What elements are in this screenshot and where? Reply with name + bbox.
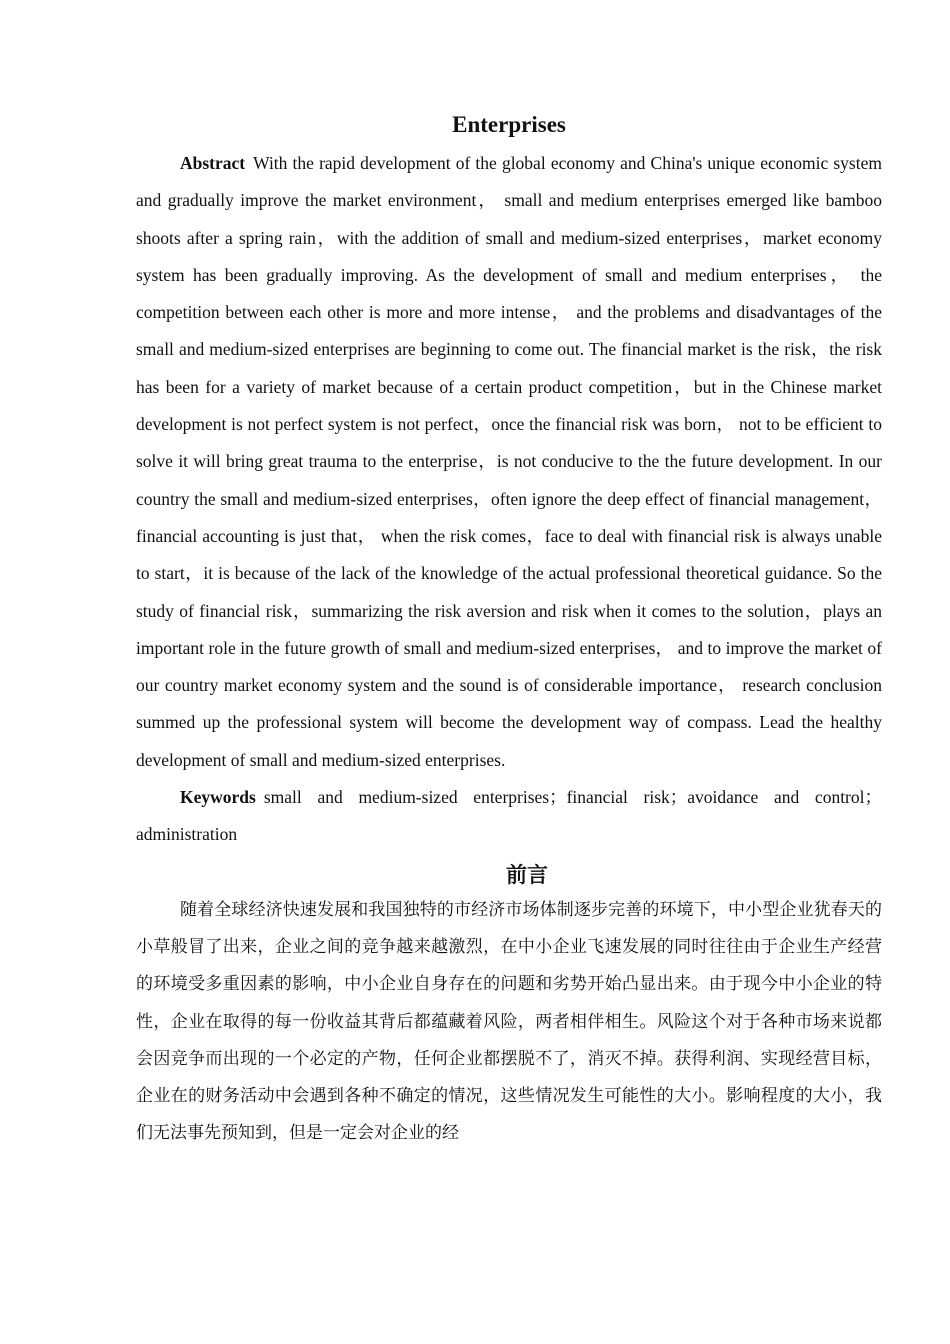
abstract-label: Abstract — [180, 153, 246, 173]
keywords-label: Keywords — [180, 787, 256, 808]
keywords-paragraph — [136, 779, 882, 854]
keywords-text: small and medium-sized enterprises；financial risk；avoidance and control；administration — [136, 787, 882, 845]
abstract-text: With the rapid development of the global economy and China's unique economic system and gradually improve the market environment， small and medium enterprises emerged like bamboo shoots after a spring rain，with the addition of small and medium-sized enterprises，market economy system has been gradually improving. As the development of small and medium enterprises， the competition between each other is more and more intense， and the problems and disadvantages of the small and medium-sized enterprises are beginning to come out. The financial market is the risk，the risk has been for a variety of market because of a certain product competition，but in the Chinese market development is not perfect system is not perfect，once the financial risk was born， not to be efficient to solve it will bring great trauma to the enterprise，is not conducive to the the future development. In our country the small and medium-sized enterprises，often ignore the deep effect of financial management，financial accounting is just that， when the risk comes，face to deal with financial risk is always unable to start，it is because of the lack of the knowledge of the actual professional theoretical guidance. So the study of financial risk，summarizing the risk aversion and risk when it comes to the solution，plays an important role in the future growth of small and medium-sized enterprises， and to improve the market of our country market economy system and the sound is of considerable importance， research conclusion summed up the professional system will become the development way of compass. Lead the healthy development of small and medium-sized enterprises. — [136, 153, 882, 770]
section-heading-preface: 前言 — [506, 862, 548, 887]
paper-title: Enterprises — [452, 112, 566, 137]
page-content — [136, 108, 882, 1152]
abstract-paragraph — [136, 145, 882, 779]
intro-paragraph: 随着全球经济快速发展和我国独特的市经济市场体制逐步完善的环境下，中小型企业犹春天的小草般冒了出来，企业之间的竞争越来越激烈，在中小企业飞速发展的同时往往由于企业生产经营的环境受多重因素的影响，中小企业自身存在的问题和劣势开始凸显出来。由于现今中小企业的特性，企业在取得的每一份收益其背后都蕴藏着风险，两者相伴相生。风险这个对于各种市场来说都会因竞争而出现的一个必定的产物，任何企业都摆脱不了，消灭不掉。获得利润、实现经营目标，企业在的财务活动中会遇到各种不确定的情况，这些情况发生可能性的大小。影响程度的大小，我们无法事先预知到，但是一定会对企业的经 — [136, 899, 882, 1144]
